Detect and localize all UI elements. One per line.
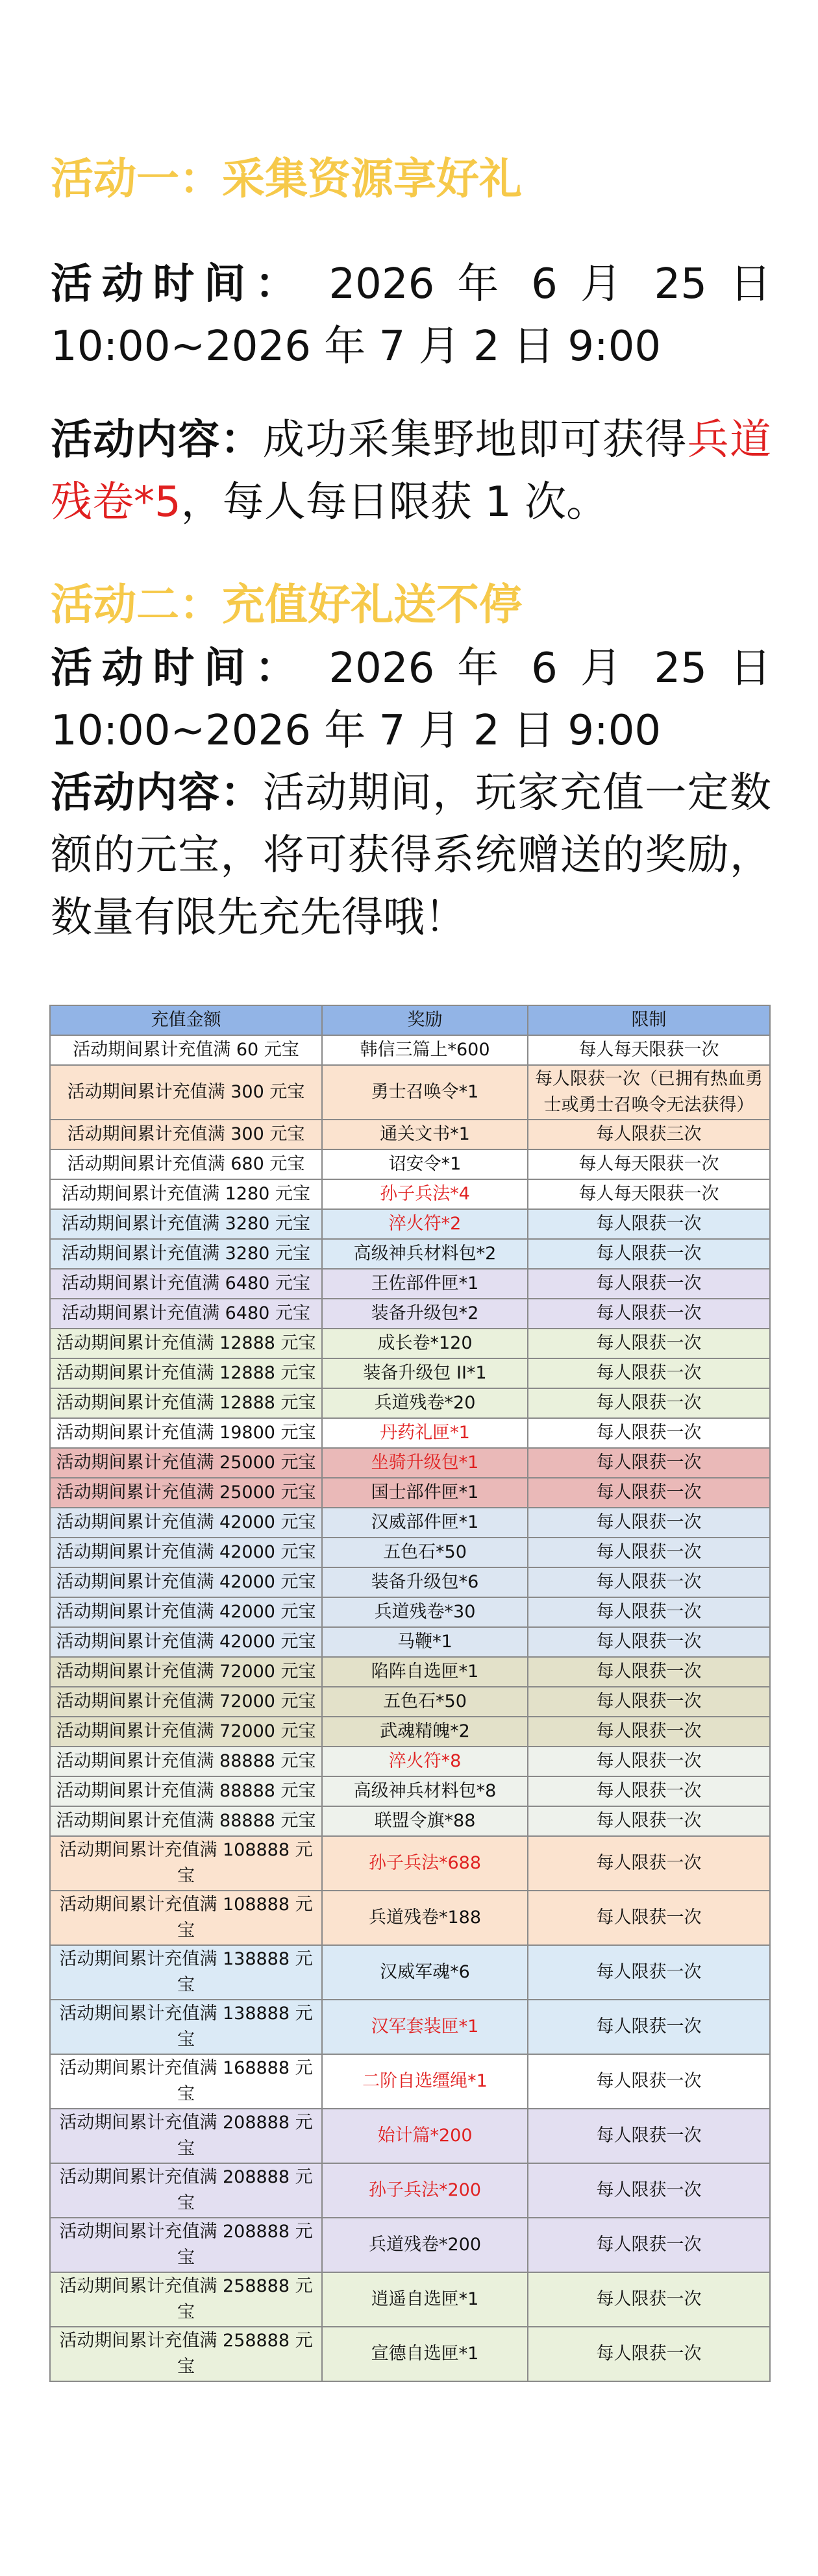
table-row [50, 1209, 770, 1239]
reward-cell: 装备升级包 II*1 [322, 1358, 528, 1388]
amount-cell: 活动期间累计充值满 300 元宝 [50, 1120, 322, 1149]
reward-cell: 成长卷*120 [322, 1329, 528, 1358]
recharge-reward-table [49, 1005, 771, 2382]
table-row [50, 1388, 770, 1418]
reward-cell: 王佐部件匣*1 [322, 1269, 528, 1299]
table-row [50, 1836, 770, 1891]
limit-cell: 每人限获一次 [528, 1329, 770, 1358]
activity1-content-tail: ，每人每日限获 1 次。 [180, 478, 608, 526]
activity2-time-label: 活动时间： [51, 644, 306, 693]
limit-cell: 每人限获一次 [528, 1776, 770, 1806]
table-header-row [50, 1005, 770, 1035]
amount-cell: 活动期间累计充值满 42000 元宝 [50, 1508, 322, 1538]
limit-cell: 每人限获一次 [528, 1657, 770, 1687]
amount-cell: 活动期间累计充值满 108888 元宝 [50, 1891, 322, 1945]
limit-cell: 每人限获一次 [528, 1269, 770, 1299]
table-row [50, 2109, 770, 2163]
activity2-title: 活动二：充值好礼送不停 [51, 580, 522, 630]
amount-cell: 活动期间累计充值满 12888 元宝 [50, 1358, 322, 1388]
limit-cell: 每人限获一次 [528, 1538, 770, 1567]
limit-cell: 每人限获一次 [528, 2163, 770, 2218]
table-body [50, 1035, 770, 2381]
reward-cell: 汉威部件匣*1 [322, 1508, 528, 1538]
reward-cell: 高级神兵材料包*8 [322, 1776, 528, 1806]
reward-cell: 兵道残卷*188 [322, 1891, 528, 1945]
limit-cell: 每人每天限获一次 [528, 1035, 770, 1065]
table-row [50, 1657, 770, 1687]
table-row [50, 1806, 770, 1836]
table-row [50, 1597, 770, 1627]
table-row [50, 1717, 770, 1747]
reward-cell: 孙子兵法*4 [322, 1179, 528, 1209]
activity1-content-highlight: 兵道残卷*5 [51, 416, 771, 526]
amount-cell: 活动期间累计充值满 25000 元宝 [50, 1448, 322, 1478]
limit-cell: 每人限获一次 [528, 1891, 770, 1945]
amount-cell: 活动期间累计充值满 208888 元宝 [50, 2163, 322, 2218]
activity2-content-label: 活动内容： [51, 769, 263, 817]
table-row [50, 1120, 770, 1149]
reward-cell: 国士部件匣*1 [322, 1478, 528, 1508]
limit-cell: 每人限获一次 [528, 2054, 770, 2109]
amount-cell: 活动期间累计充值满 25000 元宝 [50, 1478, 322, 1508]
table-row [50, 1329, 770, 1358]
amount-cell: 活动期间累计充值满 138888 元宝 [50, 1945, 322, 2000]
reward-cell: 始计篇*200 [322, 2109, 528, 2163]
amount-cell: 活动期间累计充值满 208888 元宝 [50, 2218, 322, 2272]
amount-cell: 活动期间累计充值满 19800 元宝 [50, 1418, 322, 1448]
table-row [50, 1358, 770, 1388]
reward-cell: 丹药礼匣*1 [322, 1418, 528, 1448]
limit-cell: 每人限获一次 [528, 1418, 770, 1448]
reward-cell: 孙子兵法*688 [322, 1836, 528, 1891]
reward-cell: 韩信三篇上*600 [322, 1035, 528, 1065]
table-row [50, 1448, 770, 1478]
reward-cell: 陷阵自选匣*1 [322, 1657, 528, 1687]
reward-cell: 高级神兵材料包*2 [322, 1239, 528, 1269]
amount-cell: 活动期间累计充值满 3280 元宝 [50, 1209, 322, 1239]
reward-cell: 淬火符*8 [322, 1747, 528, 1776]
reward-cell: 孙子兵法*200 [322, 2163, 528, 2218]
amount-cell: 活动期间累计充值满 12888 元宝 [50, 1388, 322, 1418]
table-row [50, 1269, 770, 1299]
limit-cell: 每人限获一次 [528, 2000, 770, 2054]
activity1-time-value: 2026 年 6 月 25 日 10:00~2026 年 7 月 2 日 9:00 [51, 260, 772, 371]
amount-cell: 活动期间累计充值满 88888 元宝 [50, 1747, 322, 1776]
limit-cell: 每人限获一次 [528, 1627, 770, 1657]
limit-cell: 每人限获一次 [528, 1567, 770, 1597]
activity2-time-value: 2026 年 6 月 25 日 10:00~2026 年 7 月 2 日 9:00 [51, 644, 772, 755]
table-row [50, 2327, 770, 2381]
reward-cell: 宣德自选匣*1 [322, 2327, 528, 2381]
reward-cell: 二阶自选缰绳*1 [322, 2054, 528, 2109]
limit-cell: 每人限获一次（已拥有热血勇士或勇士召唤令无法获得） [528, 1065, 770, 1120]
activity1-time-label: 活动时间： [51, 260, 306, 308]
table-row [50, 1687, 770, 1717]
limit-cell: 每人限获一次 [528, 1717, 770, 1747]
amount-cell: 活动期间累计充值满 42000 元宝 [50, 1627, 322, 1657]
amount-cell: 活动期间累计充值满 6480 元宝 [50, 1299, 322, 1329]
amount-cell: 活动期间累计充值满 42000 元宝 [50, 1538, 322, 1567]
table-row [50, 1299, 770, 1329]
limit-cell: 每人限获一次 [528, 1478, 770, 1508]
reward-cell: 通关文书*1 [322, 1120, 528, 1149]
table-row [50, 2272, 770, 2327]
reward-cell: 武魂精魄*2 [322, 1717, 528, 1747]
limit-cell: 每人限获三次 [528, 1120, 770, 1149]
activity1-time [51, 253, 771, 378]
table-row [50, 1035, 770, 1065]
limit-cell: 每人限获一次 [528, 1448, 770, 1478]
reward-cell: 马鞭*1 [322, 1627, 528, 1657]
table-row [50, 1567, 770, 1597]
table-row [50, 2000, 770, 2054]
limit-cell: 每人限获一次 [528, 2272, 770, 2327]
table-row [50, 1418, 770, 1448]
amount-cell: 活动期间累计充值满 3280 元宝 [50, 1239, 322, 1269]
table-row [50, 1747, 770, 1776]
activity1-content-text: 成功采集野地即可获得 [262, 416, 688, 464]
limit-cell: 每人限获一次 [528, 1358, 770, 1388]
amount-cell: 活动期间累计充值满 1280 元宝 [50, 1179, 322, 1209]
limit-cell: 每人限获一次 [528, 1836, 770, 1891]
limit-cell: 每人每天限获一次 [528, 1179, 770, 1209]
table-row [50, 1945, 770, 2000]
reward-cell: 汉军套装匣*1 [322, 2000, 528, 2054]
amount-cell: 活动期间累计充值满 72000 元宝 [50, 1687, 322, 1717]
table-row [50, 1239, 770, 1269]
amount-cell: 活动期间累计充值满 60 元宝 [50, 1035, 322, 1065]
activity2-content-text: 活动期间，玩家充值一定数额的元宝，将可获得系统赠送的奖励，数量有限先充先得哦！ [51, 769, 771, 942]
limit-cell: 每人限获一次 [528, 1299, 770, 1329]
amount-cell: 活动期间累计充值满 88888 元宝 [50, 1776, 322, 1806]
header-amount: 充值金额 [50, 1005, 322, 1035]
table-row [50, 1149, 770, 1179]
limit-cell: 每人限获一次 [528, 1508, 770, 1538]
amount-cell: 活动期间累计充值满 208888 元宝 [50, 2109, 322, 2163]
activity2-time [51, 637, 771, 762]
header-limit: 限制 [528, 1005, 770, 1035]
amount-cell: 活动期间累计充值满 88888 元宝 [50, 1806, 322, 1836]
amount-cell: 活动期间累计充值满 168888 元宝 [50, 2054, 322, 2109]
amount-cell: 活动期间累计充值满 258888 元宝 [50, 2327, 322, 2381]
limit-cell: 每人每天限获一次 [528, 1149, 770, 1179]
amount-cell: 活动期间累计充值满 108888 元宝 [50, 1836, 322, 1891]
reward-cell: 五色石*50 [322, 1538, 528, 1567]
limit-cell: 每人限获一次 [528, 1388, 770, 1418]
amount-cell: 活动期间累计充值满 12888 元宝 [50, 1329, 322, 1358]
reward-cell: 逍遥自选匣*1 [322, 2272, 528, 2327]
reward-cell: 装备升级包*6 [322, 1567, 528, 1597]
activity1-content-label: 活动内容： [51, 416, 263, 464]
reward-cell: 兵道残卷*200 [322, 2218, 528, 2272]
limit-cell: 每人限获一次 [528, 1239, 770, 1269]
reward-cell: 兵道残卷*20 [322, 1388, 528, 1418]
amount-cell: 活动期间累计充值满 42000 元宝 [50, 1567, 322, 1597]
table-row [50, 2054, 770, 2109]
limit-cell: 每人限获一次 [528, 1747, 770, 1776]
activity1-content [51, 409, 771, 534]
amount-cell: 活动期间累计充值满 6480 元宝 [50, 1269, 322, 1299]
table-row [50, 1065, 770, 1120]
reward-cell: 淬火符*2 [322, 1209, 528, 1239]
table-row [50, 1627, 770, 1657]
reward-cell: 勇士召唤令*1 [322, 1065, 528, 1120]
table-row [50, 1508, 770, 1538]
reward-cell: 装备升级包*2 [322, 1299, 528, 1329]
reward-cell: 坐骑升级包*1 [322, 1448, 528, 1478]
limit-cell: 每人限获一次 [528, 1806, 770, 1836]
table-row [50, 1179, 770, 1209]
activity1-title: 活动一：采集资源享好礼 [51, 154, 522, 204]
limit-cell: 每人限获一次 [528, 1597, 770, 1627]
reward-cell: 汉威军魂*6 [322, 1945, 528, 2000]
reward-cell: 诏安令*1 [322, 1149, 528, 1179]
table-row [50, 1891, 770, 1945]
table-row [50, 2218, 770, 2272]
table-row [50, 2163, 770, 2218]
amount-cell: 活动期间累计充值满 680 元宝 [50, 1149, 322, 1179]
limit-cell: 每人限获一次 [528, 1209, 770, 1239]
reward-cell: 联盟令旗*88 [322, 1806, 528, 1836]
amount-cell: 活动期间累计充值满 258888 元宝 [50, 2272, 322, 2327]
amount-cell: 活动期间累计充值满 300 元宝 [50, 1065, 322, 1120]
amount-cell: 活动期间累计充值满 72000 元宝 [50, 1717, 322, 1747]
header-reward: 奖励 [322, 1005, 528, 1035]
limit-cell: 每人限获一次 [528, 2109, 770, 2163]
activity2-content [51, 762, 771, 949]
limit-cell: 每人限获一次 [528, 2327, 770, 2381]
limit-cell: 每人限获一次 [528, 1687, 770, 1717]
reward-cell: 五色石*50 [322, 1687, 528, 1717]
limit-cell: 每人限获一次 [528, 2218, 770, 2272]
reward-cell: 兵道残卷*30 [322, 1597, 528, 1627]
limit-cell: 每人限获一次 [528, 1945, 770, 2000]
table-row [50, 1776, 770, 1806]
amount-cell: 活动期间累计充值满 138888 元宝 [50, 2000, 322, 2054]
table-row [50, 1478, 770, 1508]
amount-cell: 活动期间累计充值满 72000 元宝 [50, 1657, 322, 1687]
amount-cell: 活动期间累计充值满 42000 元宝 [50, 1597, 322, 1627]
table-row [50, 1538, 770, 1567]
